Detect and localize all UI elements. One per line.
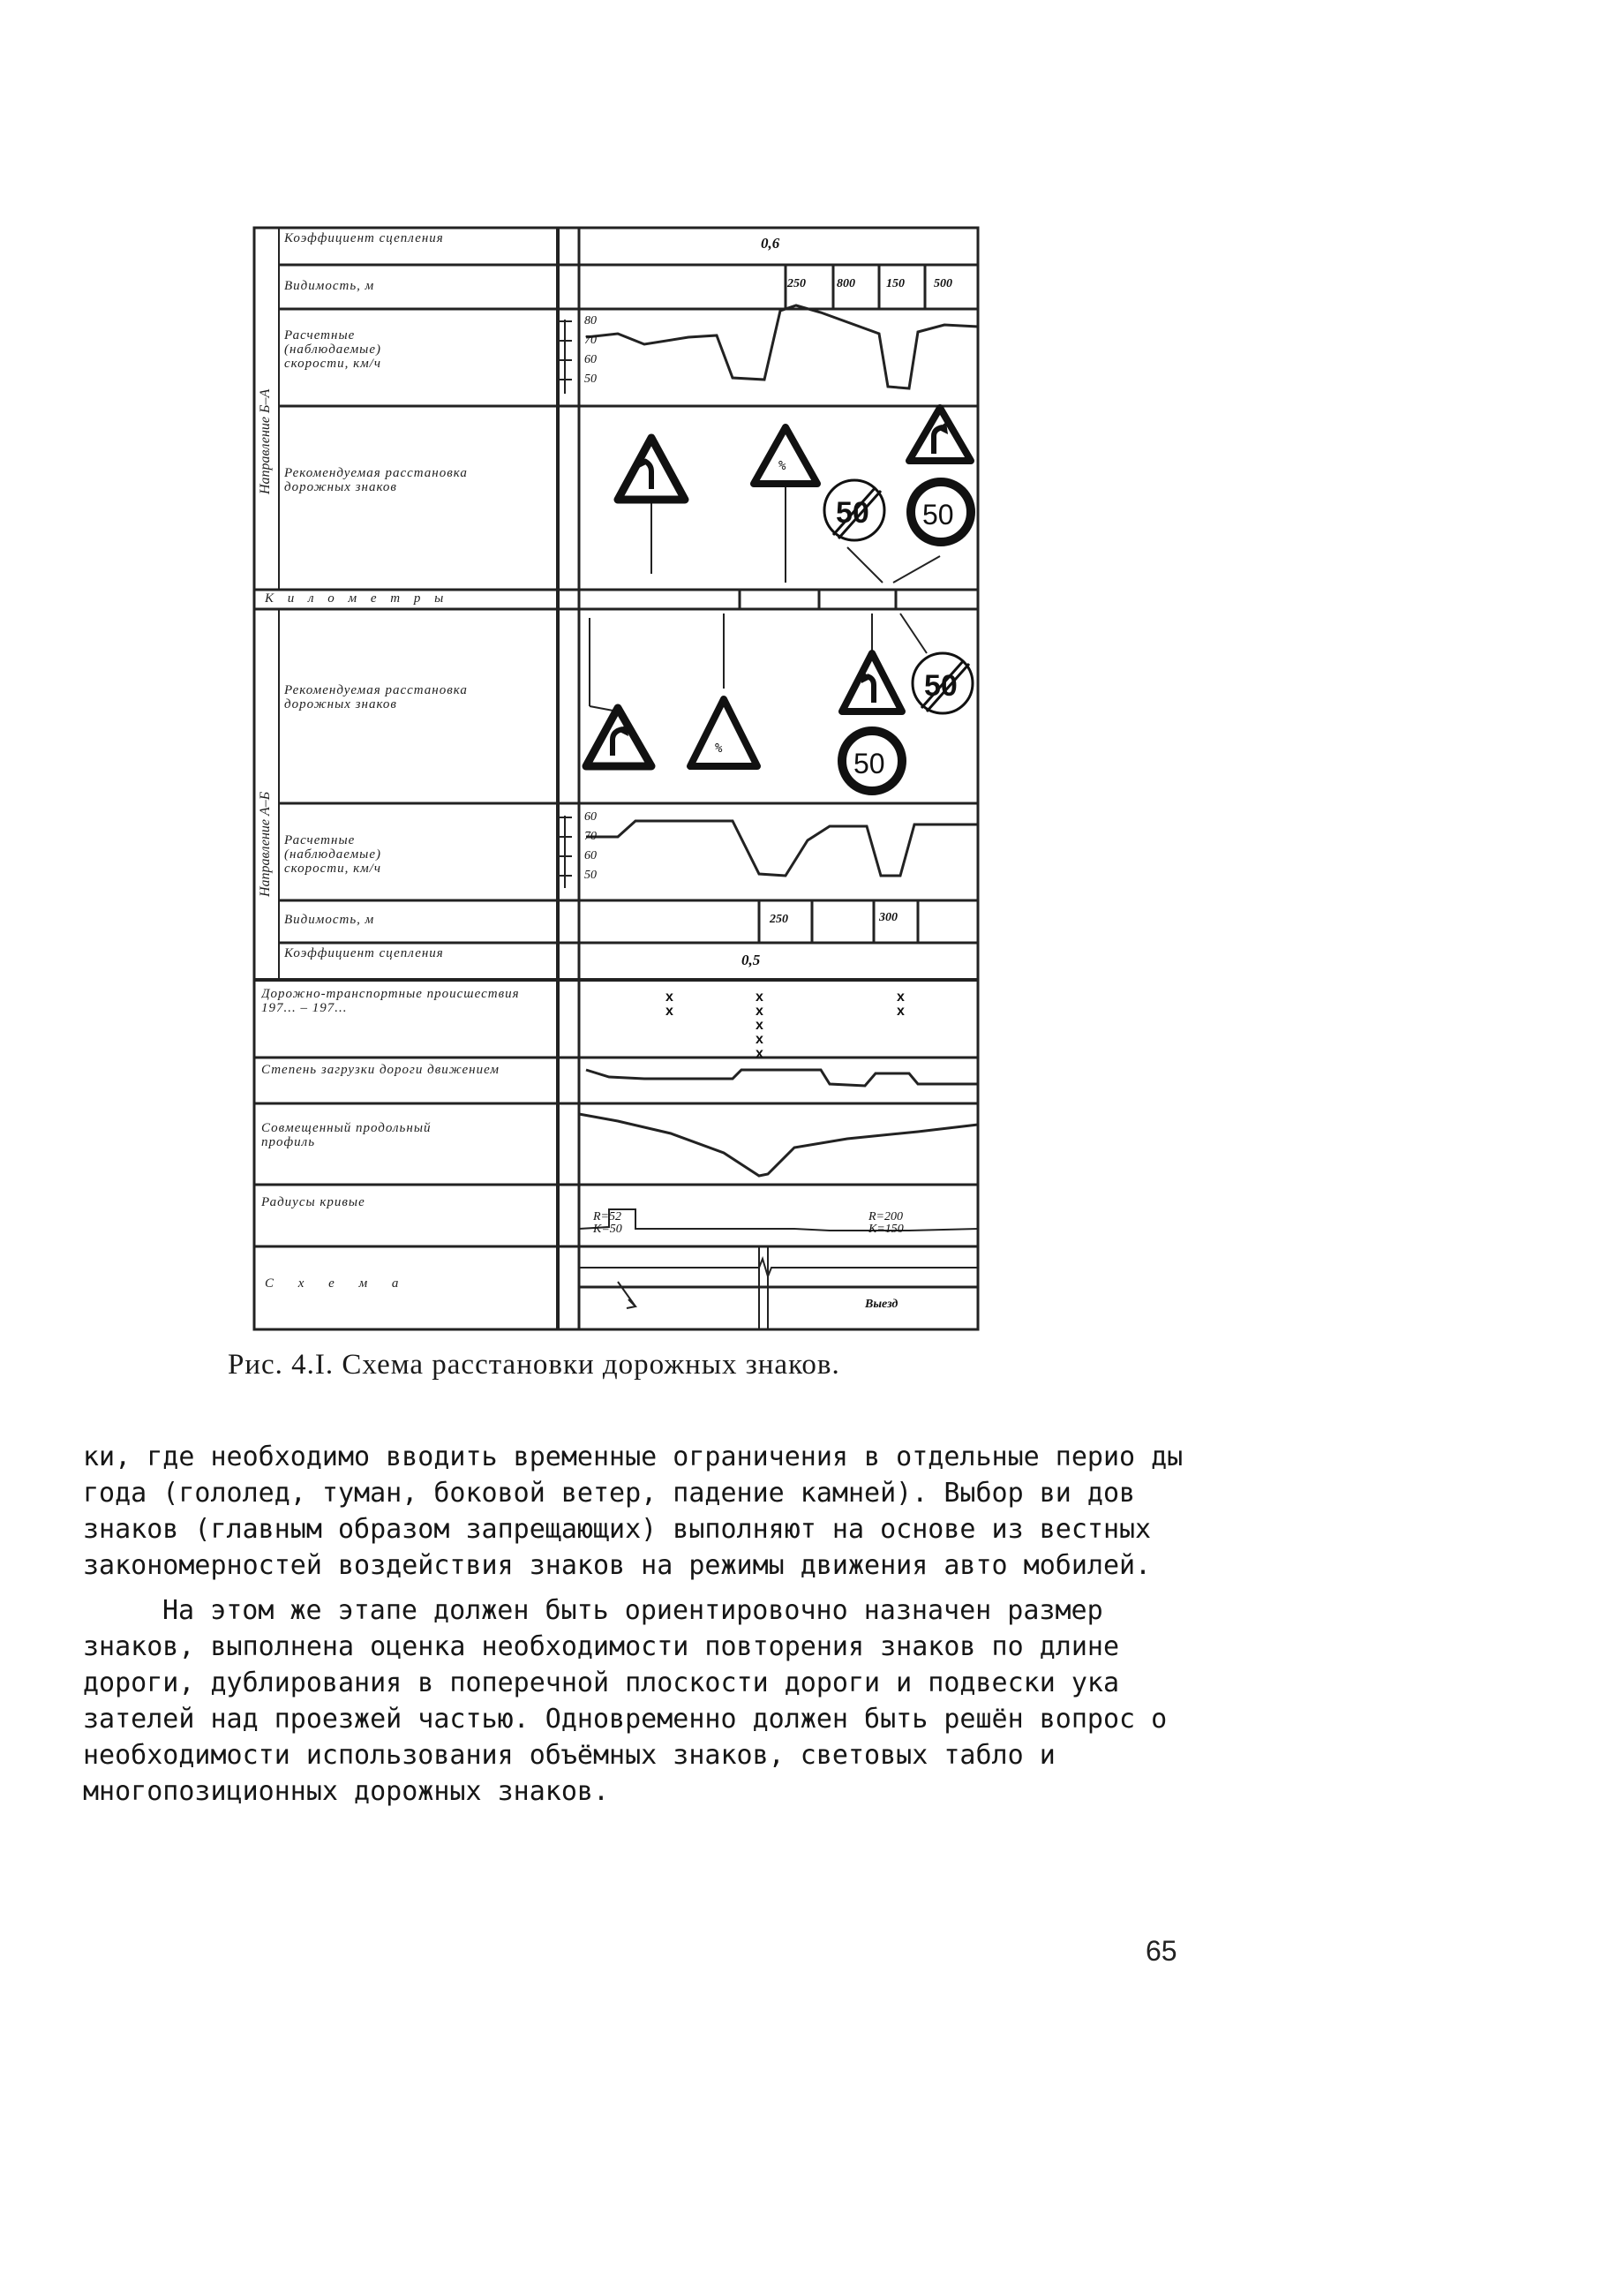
- warning-sign-right-curve-top: [909, 408, 971, 461]
- row-label-load: Степень загрузки дороги движением: [261, 1063, 500, 1077]
- speed-limit-sign-bottom: [842, 731, 902, 791]
- speed-limit-sign-top: [911, 482, 971, 542]
- signs-bottom: [586, 653, 973, 791]
- svg-text:x: x: [665, 990, 673, 1005]
- visibility-bottom-2: 300: [879, 911, 898, 924]
- svg-text:%: %: [715, 742, 723, 756]
- paragraph-2: На этом же этапе должен быть ориентировочно назначен размер знаков, выполнена оценка необходимости повторения знаков по длине дороги, дублирования в поперечной плоскости дороги и подвески ука зателей над проезжей частью. Одновременно должен быть решён вопрос о необходимости использования объёмных знаков, световых табло и многопозиционных дорожных знаков.: [83, 1595, 1168, 1807]
- svg-text:x: x: [756, 990, 763, 1005]
- warning-sign-left-curve-top: [618, 438, 685, 500]
- row-label-visibility-top: Видимость, м: [284, 279, 375, 293]
- svg-text:x: x: [897, 990, 905, 1005]
- side-label-direction-ab: Направление А–Б: [258, 791, 273, 897]
- curve-right-params: R=200 K=150: [868, 1210, 904, 1236]
- visibility-bottom-1: 250: [770, 913, 788, 926]
- speed-tick-top-3: 60: [584, 353, 597, 366]
- speed-tick-bottom-4: 50: [584, 869, 597, 882]
- visibility-top-1: 250: [787, 277, 806, 290]
- kilometers-label: К и л о м е т р ы: [265, 591, 449, 606]
- row-label-scheme: С х е м а: [265, 1276, 410, 1291]
- speed-tick-top-1: 80: [584, 314, 597, 327]
- side-label-direction-ba: Направление Б–А: [258, 388, 273, 494]
- speed-tick-top-4: 50: [584, 373, 597, 386]
- speed-tick-top-2: 70: [584, 334, 597, 347]
- svg-text:x: x: [756, 1018, 763, 1033]
- paragraph-1: ки, где необходимо вводить временные ограничения в отдельные перио ды года (гололед, туман, боковой ветер, падение камней). Выбор ви дов знаков (главным образом запрещающих) выполняют на основе из вестных закономерностей воздействия знаков на режимы движения авто мобилей.: [83, 1442, 1184, 1581]
- svg-text:50: 50: [922, 499, 954, 531]
- speed-tick-bottom-1: 60: [584, 810, 597, 824]
- figure-caption: Рис. 4.I. Схема расстановки дорожных знаков.: [228, 1349, 840, 1381]
- row-label-signs-bottom: Рекомендуемая расстановка дорожных знаков: [284, 683, 468, 711]
- row-label-curves: Радиусы кривые: [261, 1195, 365, 1209]
- end-speed-limit-sign-top: [824, 480, 884, 540]
- svg-text:50: 50: [836, 496, 869, 530]
- row-label-coef-bottom: Коэффициент сцепления: [284, 946, 444, 960]
- scheme-label: Выезд: [865, 1298, 898, 1311]
- signs-top: [618, 408, 971, 542]
- curve-left-params: R=52 K=50: [593, 1210, 622, 1236]
- visibility-top-4: 500: [934, 277, 952, 290]
- coef-value-top: 0,6: [761, 235, 780, 252]
- row-label-visibility-bottom: Видимость, м: [284, 913, 375, 927]
- speed-tick-bottom-3: 60: [584, 849, 597, 862]
- page-number: 65: [1146, 1935, 1177, 1967]
- warning-sign-left-curve-bottom: [842, 653, 902, 711]
- speed-tick-bottom-2: 70: [584, 830, 597, 843]
- warning-sign-right-curve-bottom: [586, 708, 651, 766]
- row-label-profile: Совмещенный продольный профиль: [261, 1121, 432, 1149]
- svg-text:x: x: [897, 1004, 905, 1019]
- body-text: [83, 1439, 1213, 1810]
- end-speed-limit-sign-bottom: [913, 653, 973, 713]
- svg-text:50: 50: [853, 748, 885, 779]
- row-label-signs-top: Рекомендуемая расстановка дорожных знаков: [284, 466, 468, 494]
- svg-text:x: x: [756, 1004, 763, 1019]
- svg-text:%: %: [778, 459, 786, 473]
- visibility-top-3: 150: [886, 277, 905, 290]
- row-label-speeds-bottom: Расчетные (наблюдаемые) скорости, км/ч: [284, 833, 382, 876]
- svg-text:50: 50: [924, 669, 958, 703]
- svg-text:x: x: [665, 1004, 673, 1019]
- row-label-speeds-top: Расчетные (наблюдаемые) скорости, км/ч: [284, 328, 382, 371]
- svg-text:x: x: [756, 1032, 763, 1047]
- warning-sign-slope-bottom: [690, 699, 757, 766]
- warning-sign-slope-top: [754, 427, 817, 484]
- coef-value-bottom: 0,5: [741, 952, 761, 968]
- accident-markers: [665, 990, 905, 1061]
- svg-text:x: x: [756, 1046, 763, 1061]
- row-label-accidents: Дорожно-транспортные происшествия 197... – 197...: [261, 987, 520, 1015]
- row-label-coef-top: Коэффициент сцепления: [284, 231, 444, 245]
- visibility-top-2: 800: [837, 277, 855, 290]
